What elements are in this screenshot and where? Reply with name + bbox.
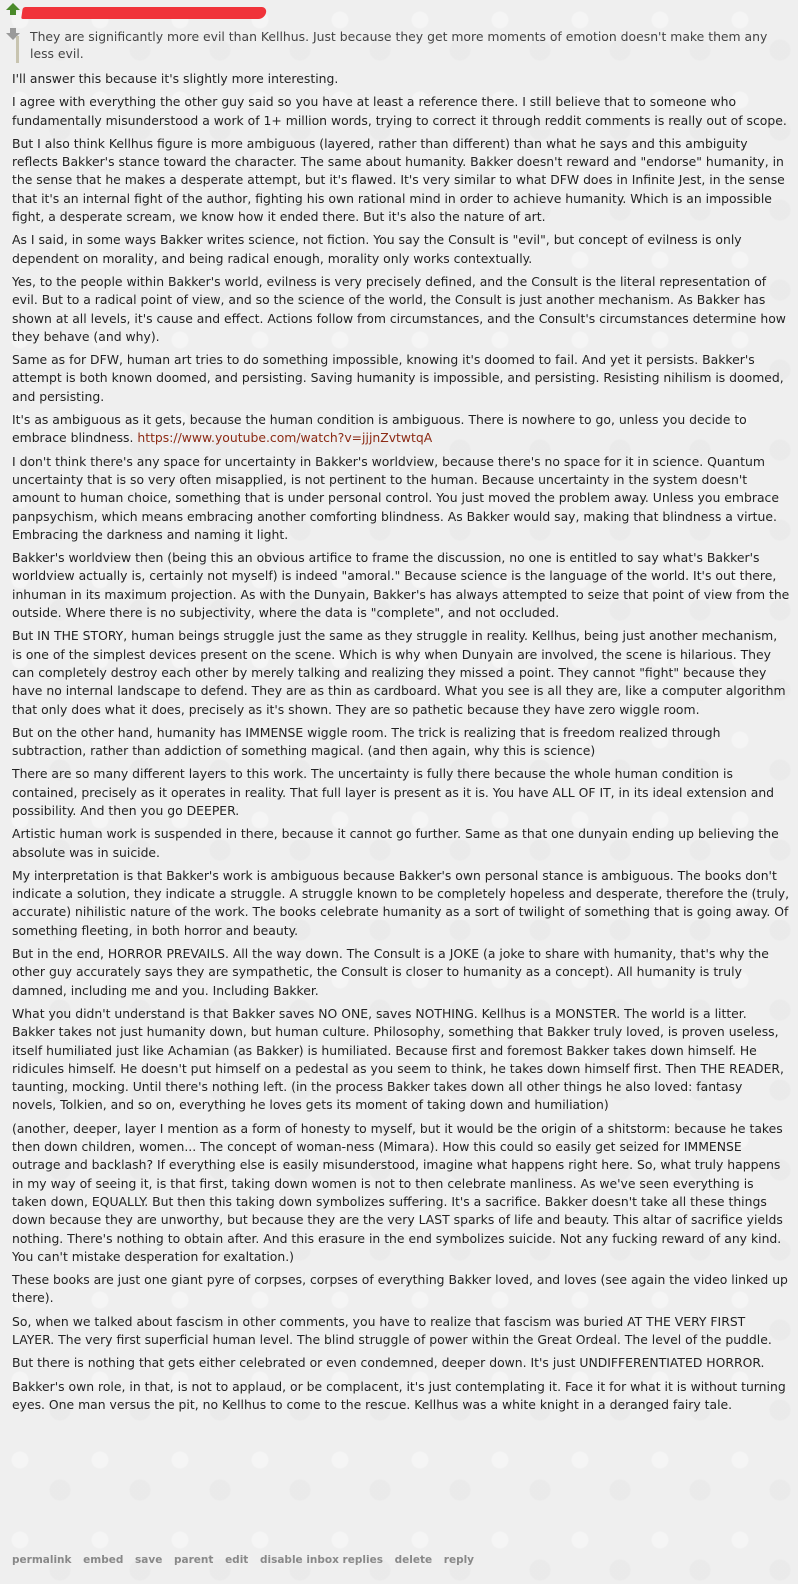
- paragraph: But on the other hand, humanity has IMMENSE wiggle room. The trick is realizing that is freedom realized through subtraction, rather than addiction of something magical. (and then again, why this is science): [12, 724, 721, 759]
- save-button[interactable]: save: [135, 1554, 163, 1566]
- paragraph: But in the end, HORROR PREVAILS. All the way down. The Consult is a JOKE (a joke to share with humanity, that's why the other guy accurately says they are sympathetic, the Consult is closer to humanity as a concept). All humanity is truly damned, including me and you. Including Bakker.: [12, 946, 769, 998]
- paragraph: I'll answer this because it's slightly more interesting.: [12, 71, 339, 86]
- paragraph: Bakker's worldview then (being this an obvious artifice to frame the discussion, no one is entitled to say what's Bakker's worldview actually is, certainly not myself) is indeed "amoral." Because science is the language of the world. It's out there, inhuman in its maximum projection. As with the Dunyain, Bakker's has always attempted to seize that point of view from the outside. Where there is no subjectivity, where the data is "complete", and not occluded.: [12, 550, 790, 621]
- paragraph: Artistic human work is suspended in there, because it cannot go further. Same as that one dunyain ending up believing the absolute was in suicide.: [12, 826, 779, 860]
- edit-button[interactable]: edit: [225, 1554, 249, 1566]
- paragraph-with-link: [12, 411, 790, 448]
- parent-button[interactable]: parent: [174, 1554, 214, 1566]
- embed-button[interactable]: embed: [83, 1554, 124, 1566]
- paragraph: These books are just one giant pyre of corpses, corpses of everything Bakker loved, and loves (see again the video linked up there).: [12, 1272, 788, 1306]
- paragraph: Bakker's own role, in that, is not to applaud, or be complacent, it's just contemplating it. Face it for what it is without turning eyes. One man versus the pit, no Kellhus to come to the rescue. Kellhus was a white knight in a deranged fairy tale.: [12, 1378, 786, 1412]
- paragraph: What you didn't understand is that Bakker saves NO ONE, saves NOTHING. Kellhus is a MONSTER. The world is a litter. Bakker takes not just humanity down, but human culture. Philosophy, something that Bakker truly loved, is proven useless, itself humiliated just like Achamian (as Bakker) is humiliated. Because first and foremost Bakker takes down himself. He ridicules himself. He doesn't put himself on a pedestal as you seem to think, he takes down himself first. Then THE READER, taunting, mocking. Until there's nothing left. (in the process Bakker takes down all other things he also loved: fantasy novels, Tolkien, and so on, everything he loves gets its moment of taking down and humiliation): [12, 1005, 784, 1113]
- disable-inbox-replies-button[interactable]: disable inbox replies: [259, 1554, 383, 1566]
- paragraph-text: It's as ambiguous as it gets, because the human condition is ambiguous. There is nowhere to go, unless you decide to embrace blindness.: [12, 412, 747, 446]
- permalink-button[interactable]: permalink: [12, 1554, 72, 1566]
- blockquote: They are significantly more evil than Kellhus. Just because they get more moments of emotion doesn't make them any less evil.: [30, 29, 768, 61]
- redacted-author: [21, 7, 267, 19]
- paragraph: (another, deeper, layer I mention as a form of honesty to myself, but it would be the origin of a shitstorm: because he takes then down children, women... The concept of woman-ness (Mimara). How this could so easily get seized for IMMENSE outrage and backlash? If everything else is easily misunderstood, imagine what happens right here. So, what truly happens in my way of seeing it, is that first, taking down women is not to then celebrate manliness. As we've seen everything is taken down, EQUALLY. But then this taking down symbolizes suffering. It's a sacrifice. Bakker doesn't take all these things down because they are unworthy, but because they are the very LAST sparks of life and beauty. This altar of sacrifice yields nothing. There's nothing to obtain after. And this erasure in the end symbolizes suicide. Not any fucking reward of any kind. You can't mistake desperation for exaltation.): [12, 1120, 783, 1264]
- quote-bar: [16, 36, 19, 63]
- paragraph: So, when we talked about fascism in other comments, you have to realize that fascism was buried AT THE VERY FIRST LAYER. The very first superficial human level. The blind struggle of power within the Great Ordeal. The level of the puddle.: [12, 1313, 772, 1347]
- paragraph: Same as for DFW, human art tries to do something impossible, knowing it's doomed to fail. And yet it persists. Bakker's attempt is both known doomed, and persisting. Saving humanity is impossible, and persisting. Resisting nihilism is doomed, and persisting.: [12, 352, 784, 404]
- comment-actions: [12, 1554, 482, 1566]
- reply-button[interactable]: reply: [443, 1554, 475, 1566]
- youtube-link[interactable]: https://www.youtube.com/watch?v=jjjnZvtwtqA: [137, 430, 433, 446]
- upvote-stem: [10, 10, 16, 15]
- upvote-icon[interactable]: [6, 3, 20, 10]
- paragraph: There are so many different layers to this work. The uncertainty is fully there because the whole human condition is contained, precisely as it operates in reality. That full layer is present as it is. You have ALL OF IT, in its ideal extension and possibility. And then you go DEEPER.: [12, 766, 775, 818]
- comment-body: [12, 70, 790, 1419]
- paragraph: I agree with everything the other guy said so you have at least a reference there. I still believe that to someone who fundamentally misunderstood a work of 1+ million words, trying to correct it through reddit comments is really out of scope.: [12, 94, 787, 128]
- paragraph: But IN THE STORY, human beings struggle just the same as they struggle in reality. Kellhus, being just another mechanism, is one of the simplest devices present on the scene. Which is why when Dunyain are involved, the scene is hilarious. They can completely destroy each other by merely talking and realizing they missed a point. They cannot "fight" because they have no internal landscape to defend. They are as thin as cardboard. What you see is all they are, like a computer algorithm that only does what it does, precisely as it's shown. They are so pathetic because they have zero wiggle room.: [12, 628, 786, 717]
- paragraph: But I also think Kellhus figure is more ambiguous (layered, rather than different) than what he says and this ambiguity reflects Bakker's stance toward the character. The same about humanity. Bakker doesn't reward and "endorse" humanity, in the sense that he makes a desperate attempt, but it's flawed. It's very similar to what DFW does in Infinite Jest, in the sense that it's an internal fight of the author, fighting his own rational mind in order to achieve humanity. Which is an impossible fight, a desperate scream, we know how it ended there. But it's also the nature of art.: [12, 135, 785, 225]
- paragraph: My interpretation is that Bakker's work is ambiguous because Bakker's own personal stance is ambiguous. The books don't indicate a solution, they indicate a struggle. A struggle known to be completely hopeless and desperate, therefore the (truly, accurate) nihilistic nature of the work. The books celebrate humanity as a sort of twilight of something that is going away. Of something fleeting, in both horror and beauty.: [12, 867, 790, 938]
- paragraph: But there is nothing that gets either celebrated or even condemned, deeper down. It's just UNDIFFERENTIATED HORROR.: [12, 1355, 765, 1371]
- delete-button[interactable]: delete: [394, 1554, 433, 1566]
- paragraph: I don't think there's any space for uncertainty in Bakker's worldview, because there's no space for it in science. Quantum uncertainty that is so very often misapplied, is not pertinent to the human. Because uncertainty in the system doesn't amount to human choice, something that is under personal control. You just moved the problem away. Unless you embrace panpsychism, which means embracing another comforting blindness. As Bakker would say, making that blindness a virtue. Embracing the darkness and naming it light.: [12, 453, 779, 542]
- paragraph: As I said, in some ways Bakker writes science, not fiction. You say the Consult is "evil", but concept of evilness is only dependent on morality, and being radical enough, morality only works contextually.: [12, 232, 742, 266]
- paragraph: Yes, to the people within Bakker's world, evilness is very precisely defined, and the Consult is the literal representation of evil. But to a radical point of view, and so the science of the world, the Consult is just another mechanism. As Bakker has shown at all levels, it's cause and effect. Actions follow from circumstances, and the Consult's circumstances determine how they behave (and why).: [12, 273, 786, 344]
